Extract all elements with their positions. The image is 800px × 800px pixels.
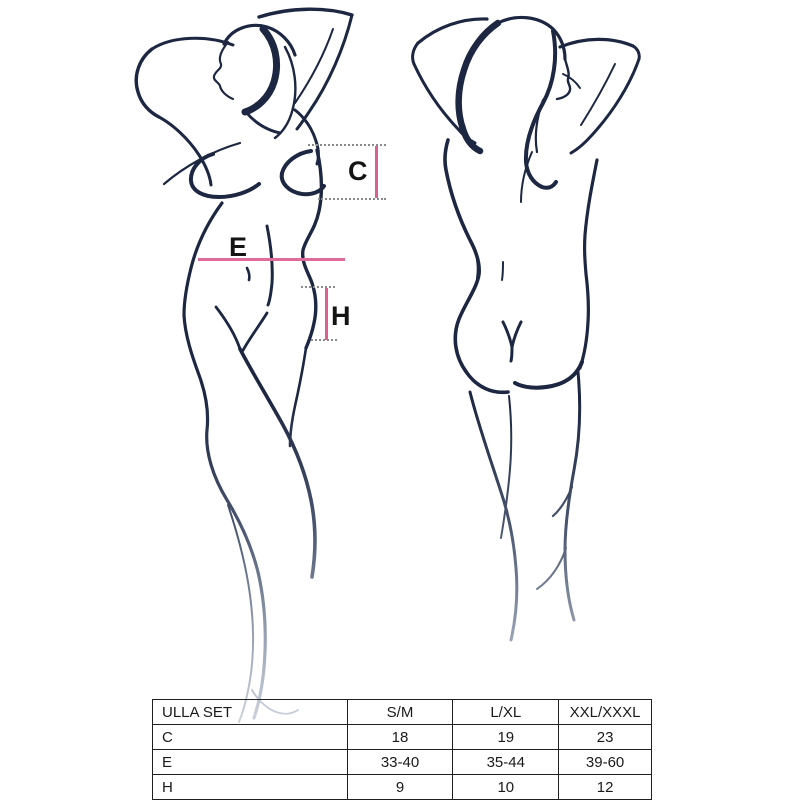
row-c-lxl: 19 [453,725,559,750]
c-measure-line [375,146,378,198]
row-h-label: H [153,775,348,800]
size-table-title: ULLA SET [153,700,348,725]
row-e-label: E [153,750,348,775]
row-e-xxl: 39-60 [559,750,652,775]
row-h-lxl: 10 [453,775,559,800]
row-c-label: C [153,725,348,750]
row-e-lxl: 35-44 [453,750,559,775]
c-measure-label: C [348,156,368,186]
table-row-e [153,750,652,775]
figure-back-illustration [413,17,640,640]
h-measure-guide-top [301,286,335,288]
h-measure-line [325,288,328,340]
size-col-sm: S/M [347,700,453,725]
row-c-xxl: 23 [559,725,652,750]
row-e-sm: 33-40 [347,750,453,775]
size-col-xxl: XXL/XXXL [559,700,652,725]
size-col-lxl: L/XL [453,700,559,725]
h-measure-label: H [331,301,351,331]
e-measure-label: E [229,232,248,262]
figure-front-illustration [136,9,352,722]
table-row-h [153,775,652,800]
e-measure-line [198,258,345,261]
c-measure-guide-bottom [318,198,386,200]
h-measure-guide-bottom [311,339,337,341]
table-row-c [153,725,652,750]
row-h-sm: 9 [347,775,453,800]
row-h-xxl: 12 [559,775,652,800]
size-table [152,699,652,800]
size-table-header-row [153,700,652,725]
row-c-sm: 18 [347,725,453,750]
